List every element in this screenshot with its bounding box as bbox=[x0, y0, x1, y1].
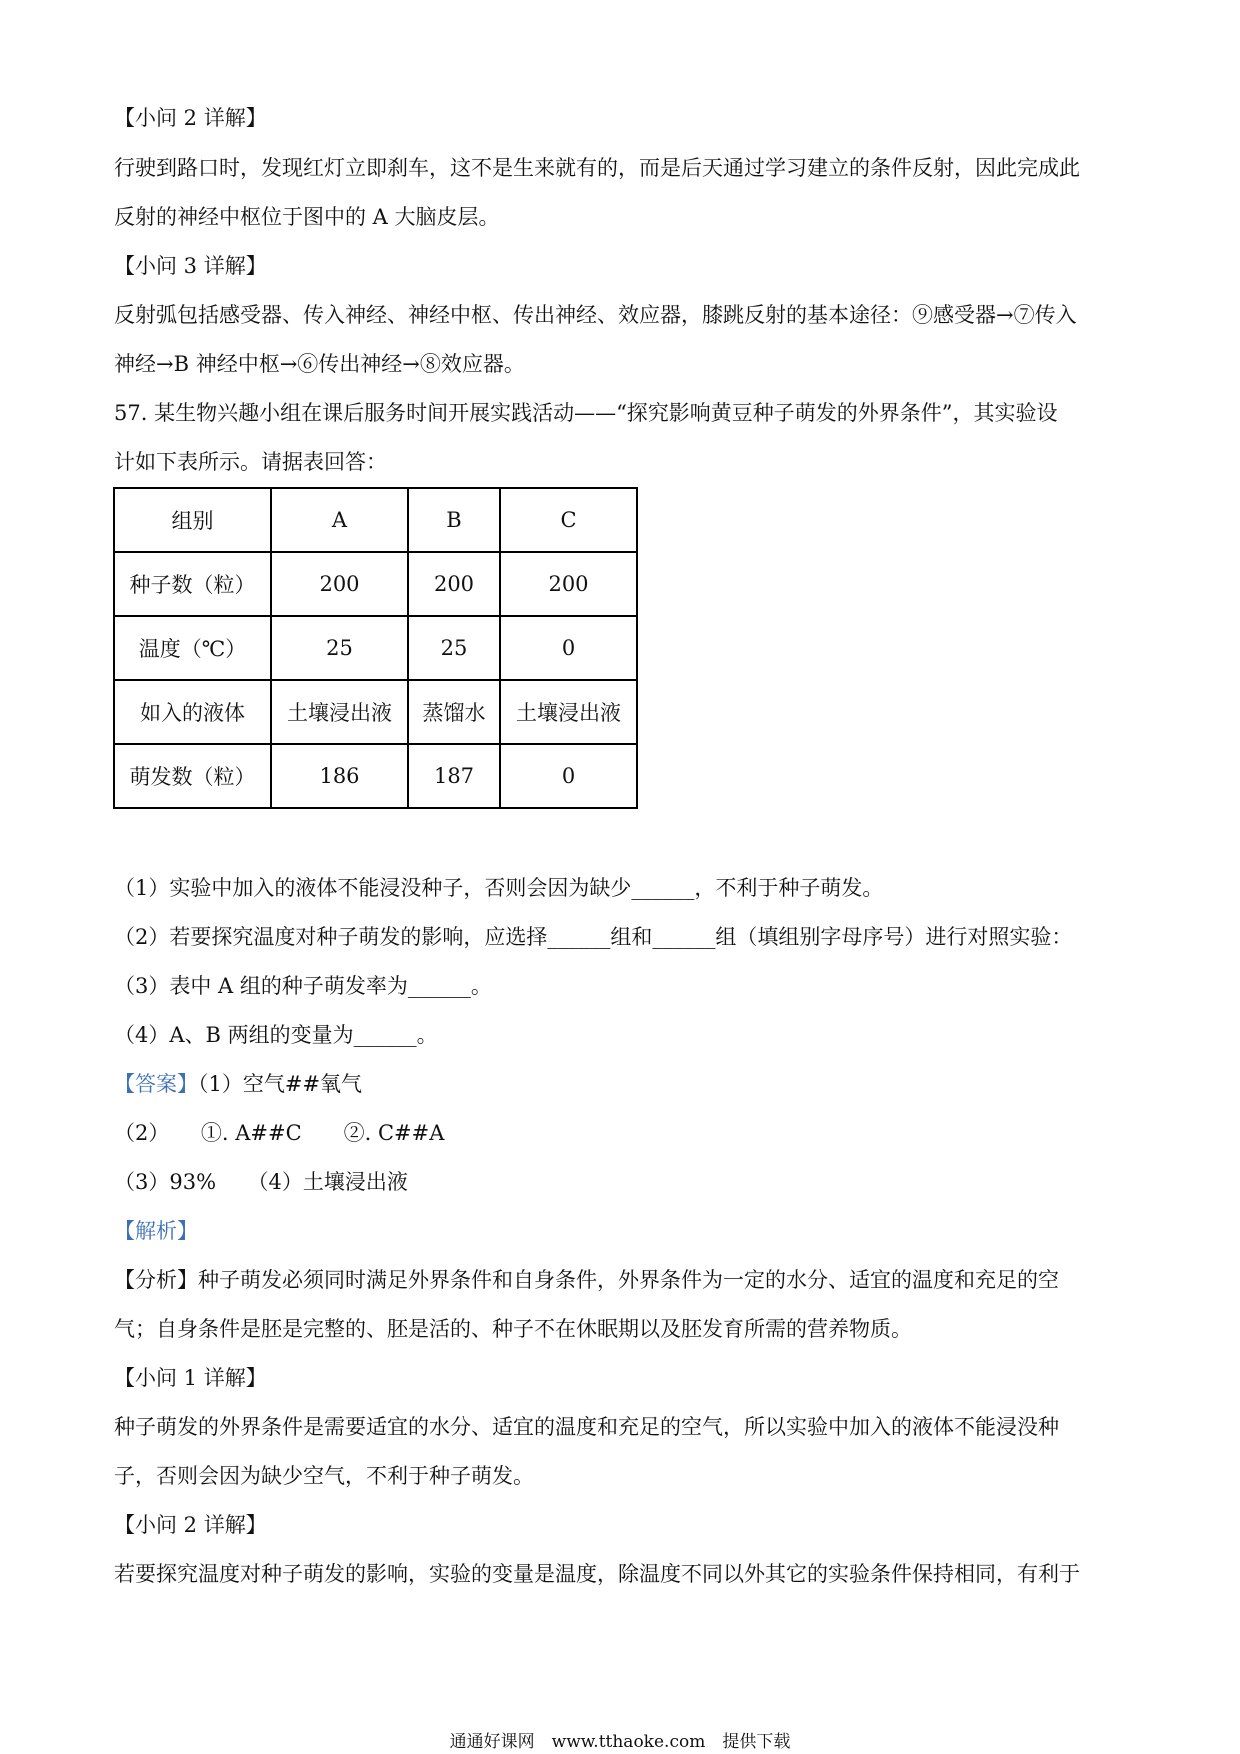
page-footer: 通通好课网 www.tthaoke.com 提供下载 bbox=[449, 1732, 791, 1752]
table-cell: 0 bbox=[500, 616, 637, 680]
table-cell: 186 bbox=[271, 744, 408, 808]
table-row bbox=[114, 552, 637, 616]
analysis-line-1: 【分析】种子萌发必须同时满足外界条件和自身条件，外界条件为一定的水分、适宜的温度和充足的空 bbox=[114, 1268, 1059, 1292]
table-cell: A bbox=[271, 488, 408, 552]
analysis-label: 【解析】 bbox=[114, 1219, 198, 1243]
table-cell: 萌发数（粒） bbox=[114, 744, 271, 808]
answer-line-1 bbox=[114, 1074, 362, 1095]
analysis-line-3: 【小问 1 详解】 bbox=[114, 1366, 267, 1390]
question-57-stem: 57. 某生物兴趣小组在课后服务时间开展实践活动——“探究影响黄豆种子萌发的外界条件”，其实验设 bbox=[114, 401, 1058, 425]
table-row bbox=[114, 744, 637, 808]
sub-question-1: （1）实验中加入的液体不能浸没种子，否则会因为缺少______，不利于种子萌发。 bbox=[114, 876, 884, 900]
answer-label: 【答案】 bbox=[114, 1072, 198, 1096]
line-6: 神经→B 神经中枢→⑥传出神经→⑧效应器。 bbox=[114, 352, 525, 376]
line-5: 反射弧包括感受器、传入神经、神经中枢、传出神经、效应器，膝跳反射的基本途径：⑨感受器→⑦传入 bbox=[114, 303, 1077, 327]
sub-question-4: （4）A、B 两组的变量为______。 bbox=[114, 1023, 438, 1047]
question-57-stem-cont: 计如下表所示。请据表回答： bbox=[114, 450, 387, 474]
table-cell: 蒸馏水 bbox=[408, 680, 500, 744]
sub-question-2: （2）若要探究温度对种子萌发的影响，应选择______组和______组（填组别字母序号）进行对照实验： bbox=[114, 925, 1073, 949]
table-cell: 200 bbox=[408, 552, 500, 616]
sub-question-3: （3）表中 A 组的种子萌发率为______。 bbox=[114, 974, 492, 998]
table-row bbox=[114, 616, 637, 680]
answer-line-3: （3）93% （4）土壤浸出液 bbox=[114, 1170, 408, 1194]
table-cell: 种子数（粒） bbox=[114, 552, 271, 616]
line-1: 【小问 2 详解】 bbox=[114, 106, 267, 130]
analysis-line-4: 种子萌发的外界条件是需要适宜的水分、适宜的温度和充足的空气，所以实验中加入的液体不能浸没种 bbox=[114, 1415, 1059, 1439]
table-cell: 25 bbox=[408, 616, 500, 680]
table-cell: 土壤浸出液 bbox=[500, 680, 637, 744]
analysis-line-7: 若要探究温度对种子萌发的影响，实验的变量是温度，除温度不同以外其它的实验条件保持相同，有利于 bbox=[114, 1562, 1080, 1586]
table-row bbox=[114, 488, 637, 552]
analysis-line-2: 气；自身条件是胚是完整的、胚是活的、种子不在休眠期以及胚发育所需的营养物质。 bbox=[114, 1317, 912, 1341]
table-cell: 187 bbox=[408, 744, 500, 808]
table-cell: 组别 bbox=[114, 488, 271, 552]
table-cell: 200 bbox=[271, 552, 408, 616]
experiment-table bbox=[113, 487, 638, 809]
answer-line-2: （2） ①. A##C ②. C##A bbox=[114, 1121, 445, 1145]
line-4: 【小问 3 详解】 bbox=[114, 254, 267, 278]
table-cell: B bbox=[408, 488, 500, 552]
analysis-line-6: 【小问 2 详解】 bbox=[114, 1513, 267, 1537]
table-row bbox=[114, 680, 637, 744]
table-cell: 土壤浸出液 bbox=[271, 680, 408, 744]
line-2: 行驶到路口时，发现红灯立即刹车，这不是生来就有的，而是后天通过学习建立的条件反射，因此完成此 bbox=[114, 156, 1080, 180]
table-cell: 25 bbox=[271, 616, 408, 680]
table-cell: 温度（℃） bbox=[114, 616, 271, 680]
answer-1: （1）空气##氧气 bbox=[198, 1072, 363, 1096]
table-cell: C bbox=[500, 488, 637, 552]
table-cell: 如入的液体 bbox=[114, 680, 271, 744]
table-cell: 200 bbox=[500, 552, 637, 616]
analysis-line-5: 子，否则会因为缺少空气，不利于种子萌发。 bbox=[114, 1464, 534, 1488]
line-3: 反射的神经中枢位于图中的 A 大脑皮层。 bbox=[114, 205, 500, 229]
table-cell: 0 bbox=[500, 744, 637, 808]
